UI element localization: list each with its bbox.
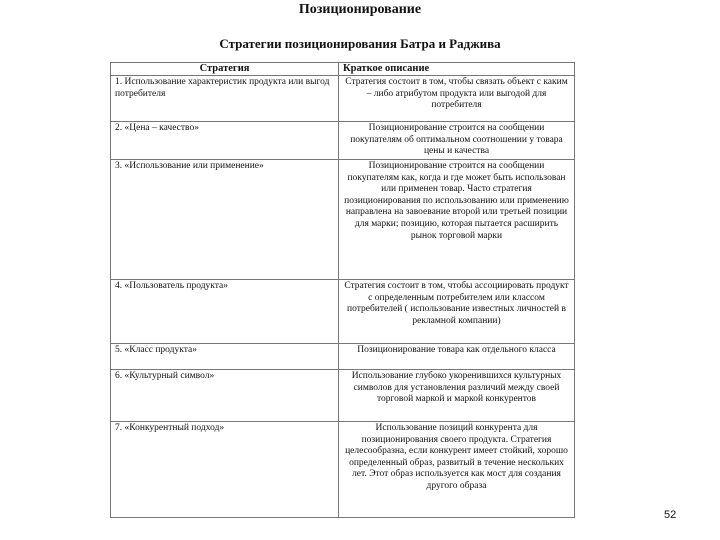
table-row — [111, 76, 575, 122]
strategy-description: Стратегия состоит в том, чтобы связать объект с каким – либо атрибутом продукта или выгодой для потребителя — [339, 76, 575, 122]
strategy-name: 4. «Пользователь продукта» — [111, 280, 339, 344]
table-row — [111, 122, 575, 160]
strategy-name: 6. «Культурный символ» — [111, 370, 339, 422]
header-strategy: Стратегия — [111, 63, 339, 76]
strategy-description: Использование глубоко укоренившихся культурных символов для установления различий между своей торговой маркой и маркой конкурентов — [339, 370, 575, 422]
strategy-name: 5. «Класс продукта» — [111, 344, 339, 370]
header-description: Краткое описание — [339, 63, 575, 76]
table-row — [111, 344, 575, 370]
table-row — [111, 280, 575, 344]
strategy-name: 7. «Конкурентный подход» — [111, 422, 339, 518]
table-caption: Стратегии позиционирования Батра и Раджива — [219, 36, 501, 51]
strategy-description: Позиционирование товара как отдельного класса — [339, 344, 575, 370]
strategies-table — [110, 62, 575, 518]
strategy-name: 2. «Цена – качество» — [111, 122, 339, 160]
page-number: 52 — [664, 509, 677, 521]
strategy-description: Использование позиций конкурента для позиционирования своего продукта. Стратегия целесообразна, если конкурент имеет стойкий, хорошо определенный образ, развитый в течение нескольких лет. Этот образ используется как мост для создания другого образа — [339, 422, 575, 518]
strategy-name: 3. «Использование или применение» — [111, 160, 339, 280]
table-header-row — [111, 63, 575, 76]
table-row — [111, 422, 575, 518]
table-row — [111, 370, 575, 422]
strategy-name: 1. Использование характеристик продукта или выгод потребителя — [111, 76, 339, 122]
table-row — [111, 160, 575, 280]
strategy-description: Позиционирование строится на сообщении покупателям как, когда и где может быть использован или применен товар. Часто стратегия позиционирования по использованию или применению направлена на завоевание второй или третьей позиции для марки; позицию, которая пытается расширить рынок торговой марки — [339, 160, 575, 280]
page-title: Позиционирование — [298, 2, 422, 17]
strategy-description: Стратегия состоит в том, чтобы ассоциировать продукт с определенным потребителем или классом потребителей ( использование известных личностей в рекламной компании) — [339, 280, 575, 344]
strategy-description: Позиционирование строится на сообщении покупателям об оптимальном соотношении у товара цены и качества — [339, 122, 575, 160]
